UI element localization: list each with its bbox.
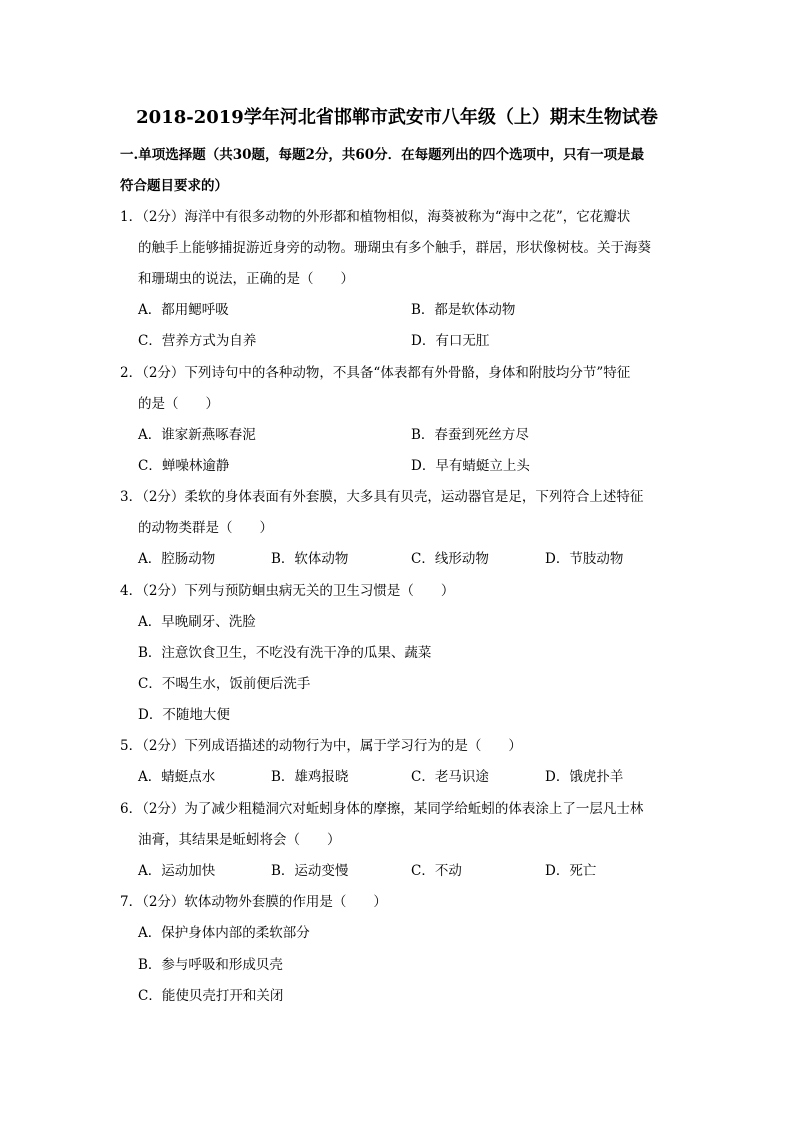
question-3-option-a: A．腔肠动物 [138, 551, 216, 567]
question-7-option-a: A．保护身体内部的柔软部分 [138, 925, 310, 941]
question-3-line-1: 3．（2分）柔软的身体表面有外套膜，大多具有贝壳，运动器官是足，下列符合上述特征 [120, 489, 644, 505]
question-3-line-2: 的动物类群是（ ） [138, 520, 273, 536]
question-1-line-3: 和珊瑚虫的说法，正确的是（ ） [138, 271, 354, 287]
question-6-line-2: 油膏，其结果是蚯蚓将会（ ） [138, 832, 341, 848]
question-4-line-1: 4．（2分）下列与预防蛔虫病无关的卫生习惯是（ ） [120, 583, 455, 599]
question-2-option-c: C．蝉噪林逾静 [138, 458, 230, 474]
question-7-option-c: C．能使贝壳打开和关闭 [138, 988, 284, 1004]
question-2-option-a: A．谁家新燕啄春泥 [138, 427, 256, 443]
question-4-option-a: A．早晚刷牙、洗脸 [138, 614, 256, 630]
section-heading-line-2: 符合题目要求的） [120, 178, 228, 194]
question-2-option-d: D．早有蜻蜓立上头 [411, 458, 530, 474]
question-1-option-b: B．都是软体动物 [411, 302, 516, 318]
question-6-line-1: 6．（2分）为了减少粗糙洞穴对蚯蚓身体的摩擦，某同学给蚯蚓的体表涂上了一层凡士林 [120, 801, 644, 817]
question-4-option-b: B．注意饮食卫生，不吃没有洗干净的瓜果、蔬菜 [138, 645, 432, 661]
question-3-option-c: C．线形动物 [411, 551, 489, 567]
question-6-option-b: B．运动变慢 [271, 863, 349, 879]
question-6-option-c: C．不动 [411, 863, 462, 879]
question-5-option-a: A．蜻蜓点水 [138, 769, 216, 785]
question-2-option-b: B．春蚕到死丝方尽 [411, 427, 529, 443]
question-3-option-b: B．软体动物 [271, 551, 349, 567]
question-3-option-d: D．节肢动物 [545, 551, 624, 567]
page-title: 2018-2019学年河北省邯郸市武安市八年级（上）期末生物试卷 [136, 107, 658, 128]
question-5-option-d: D．饿虎扑羊 [545, 769, 624, 785]
question-6-option-a: A．运动加快 [138, 863, 216, 879]
question-2-line-2: 的是（ ） [138, 396, 219, 412]
question-4-option-c: C．不喝生水，饭前便后洗手 [138, 676, 311, 692]
question-7-line-1: 7．（2分）软体动物外套膜的作用是（ ） [120, 894, 387, 910]
question-1-option-c: C．营养方式为自养 [138, 333, 257, 349]
question-4-option-d: D．不随地大便 [138, 707, 230, 723]
section-heading-line-1: 一.单项选择题（共30题，每题2分，共60分．在每题列出的四个选项中，只有一项是最 [120, 147, 645, 163]
question-5-option-c: C．老马识途 [411, 769, 489, 785]
question-1-line-2: 的触手上能够捕捉游近身旁的动物。珊瑚虫有多个触手，群居，形状像树枝。关于海葵 [138, 240, 651, 256]
question-1-option-a: A．都用鳃呼吸 [138, 302, 229, 318]
question-1-line-1: 1．（2分）海洋中有很多动物的外形都和植物相似，海葵被称为“海中之花”，它花瓣状 [120, 209, 631, 225]
question-5-line-1: 5．（2分）下列成语描述的动物行为中，属于学习行为的是（ ） [120, 738, 522, 754]
question-7-option-b: B．参与呼吸和形成贝壳 [138, 957, 283, 973]
question-5-option-b: B．雄鸡报晓 [271, 769, 349, 785]
question-6-option-d: D．死亡 [545, 863, 597, 879]
question-2-line-1: 2．（2分）下列诗句中的各种动物，不具备“体表都有外骨骼，身体和附肢均分节”特征 [120, 365, 631, 381]
question-1-option-d: D．有口无肛 [411, 333, 490, 349]
